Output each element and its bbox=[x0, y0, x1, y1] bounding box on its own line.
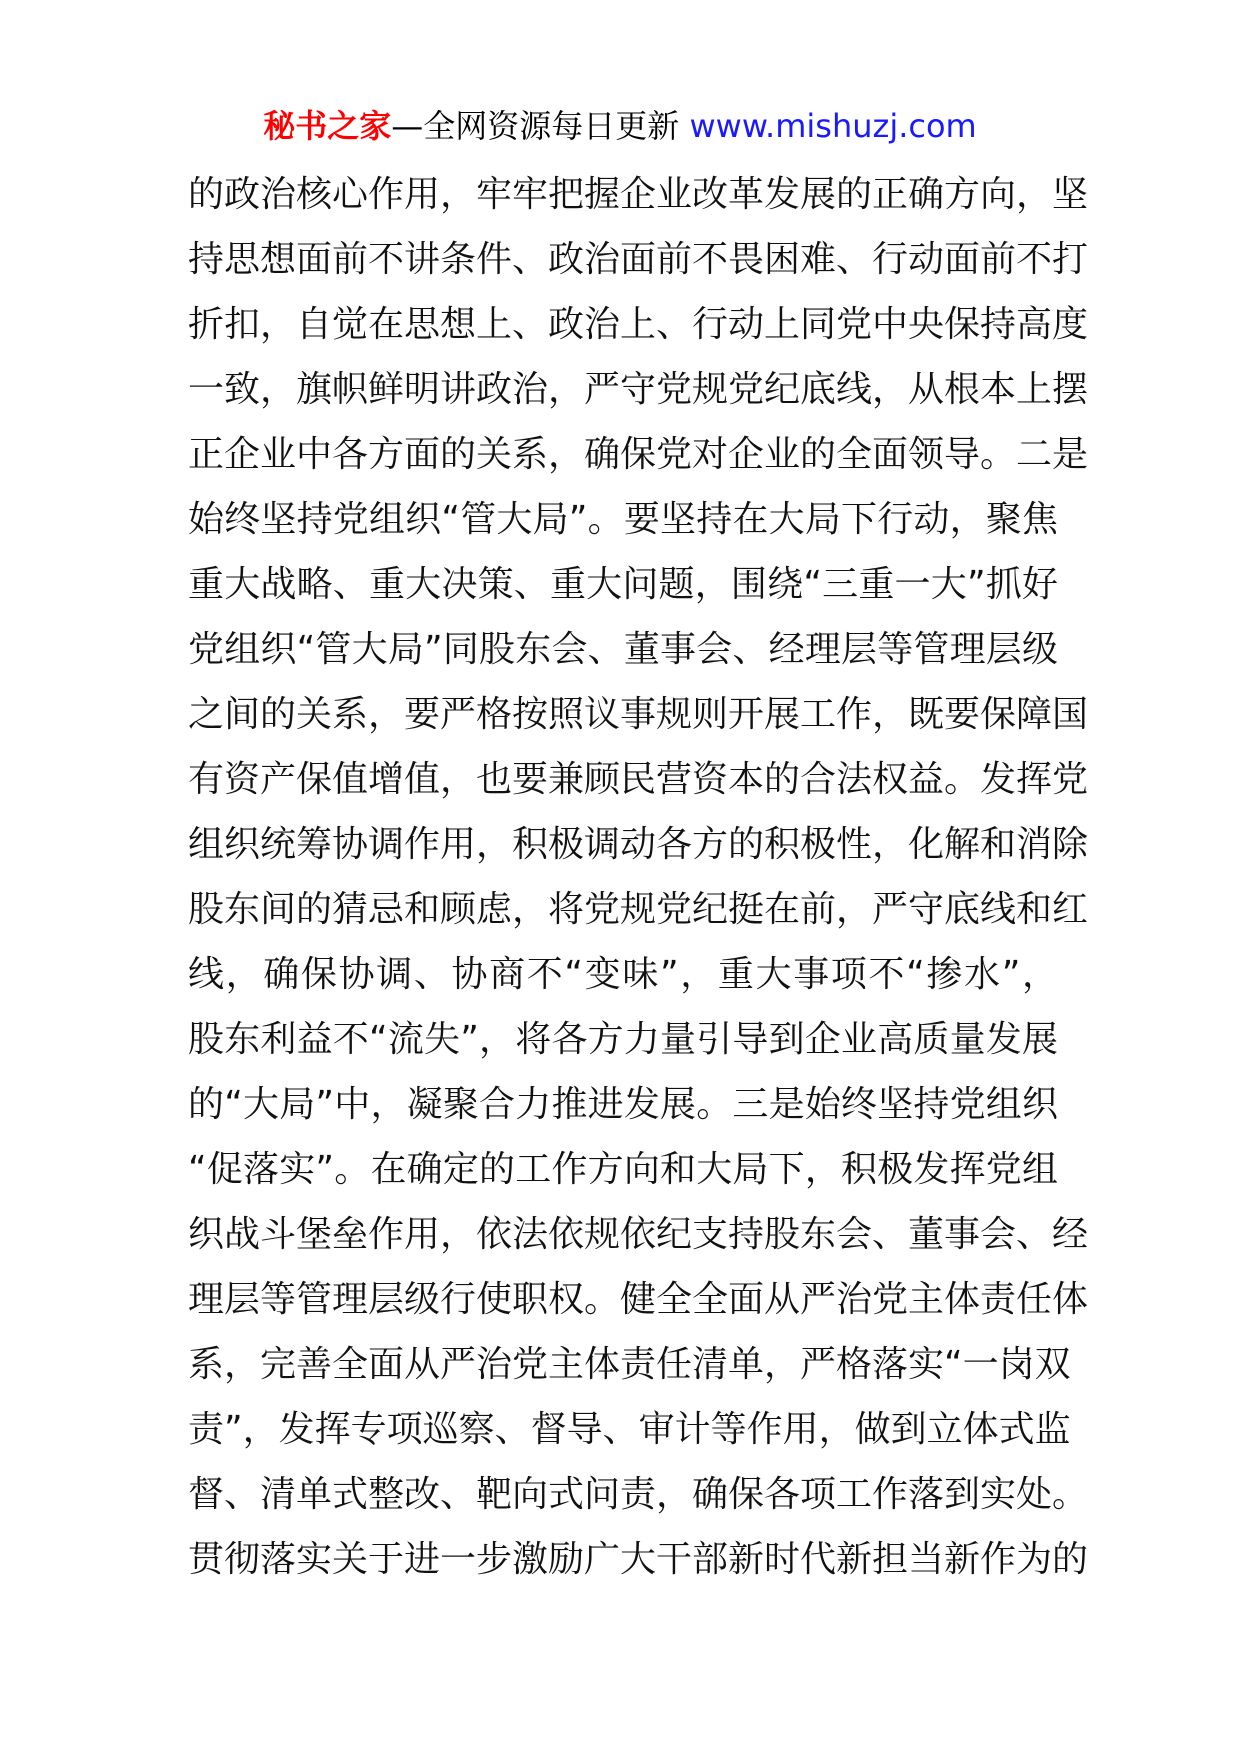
document-body bbox=[188, 162, 1089, 1592]
body-line: 织战斗堡垒作用，依法依规依纪支持股东会、董事会、经 bbox=[188, 1214, 1089, 1255]
body-line: 之间的关系，要严格按照议事规则开展工作，既要保障国 bbox=[188, 694, 1089, 735]
body-line: 的政治核心作用，牢牢把握企业改革发展的正确方向，坚 bbox=[188, 174, 1089, 215]
header-tagline: —全网资源每日更新 bbox=[391, 107, 680, 145]
body-line: 系，完善全面从严治党主体责任清单，严格落实“一岗双 bbox=[188, 1344, 1071, 1385]
body-line: 理层等管理层级行使职权。健全全面从严治党主体责任体 bbox=[188, 1279, 1089, 1320]
body-line: 股东间的猜忌和顾虑，将党规党纪挺在前，严守底线和红 bbox=[188, 889, 1089, 930]
body-line: 一致，旗帜鲜明讲政治，严守党规党纪底线，从根本上摆 bbox=[188, 369, 1089, 410]
body-line: 有资产保值增值，也要兼顾民营资本的合法权益。发挥党 bbox=[188, 759, 1089, 800]
body-line: 贯彻落实关于进一步激励广大干部新时代新担当新作为的 bbox=[188, 1539, 1089, 1580]
body-line: 责”，发挥专项巡察、督导、审计等作用，做到立体式监 bbox=[188, 1409, 1071, 1450]
body-line: “促落实”。在确定的工作方向和大局下，积极发挥党组 bbox=[188, 1149, 1058, 1190]
body-line: 重大战略、重大决策、重大问题，围绕“三重一大”抓好 bbox=[188, 564, 1058, 605]
body-line: 持思想面前不讲条件、政治面前不畏困难、行动面前不打 bbox=[188, 239, 1089, 280]
site-url-link[interactable]: www.mishuzj.com bbox=[689, 107, 977, 145]
page-header bbox=[0, 104, 1240, 148]
body-line: 折扣，自觉在思想上、政治上、行动上同党中央保持高度 bbox=[188, 304, 1089, 345]
body-line: 的“大局”中，凝聚合力推进发展。三是始终坚持党组织 bbox=[188, 1084, 1058, 1125]
body-line: 督、清单式整改、靶向式问责，确保各项工作落到实处。 bbox=[188, 1474, 1089, 1515]
body-line: 始终坚持党组织“管大局”。要坚持在大局下行动，聚焦 bbox=[188, 499, 1058, 540]
body-line: 线，确保协调、协商不“变味”，重大事项不“掺水”， bbox=[188, 954, 1058, 995]
body-line: 股东利益不“流失”，将各方力量引导到企业高质量发展 bbox=[188, 1019, 1058, 1060]
body-line: 组织统筹协调作用，积极调动各方的积极性，化解和消除 bbox=[188, 824, 1089, 865]
brand-name: 秘书之家 bbox=[263, 107, 392, 145]
body-line: 正企业中各方面的关系，确保党对企业的全面领导。二是 bbox=[188, 434, 1089, 475]
body-line: 党组织“管大局”同股东会、董事会、经理层等管理层级 bbox=[188, 629, 1058, 670]
